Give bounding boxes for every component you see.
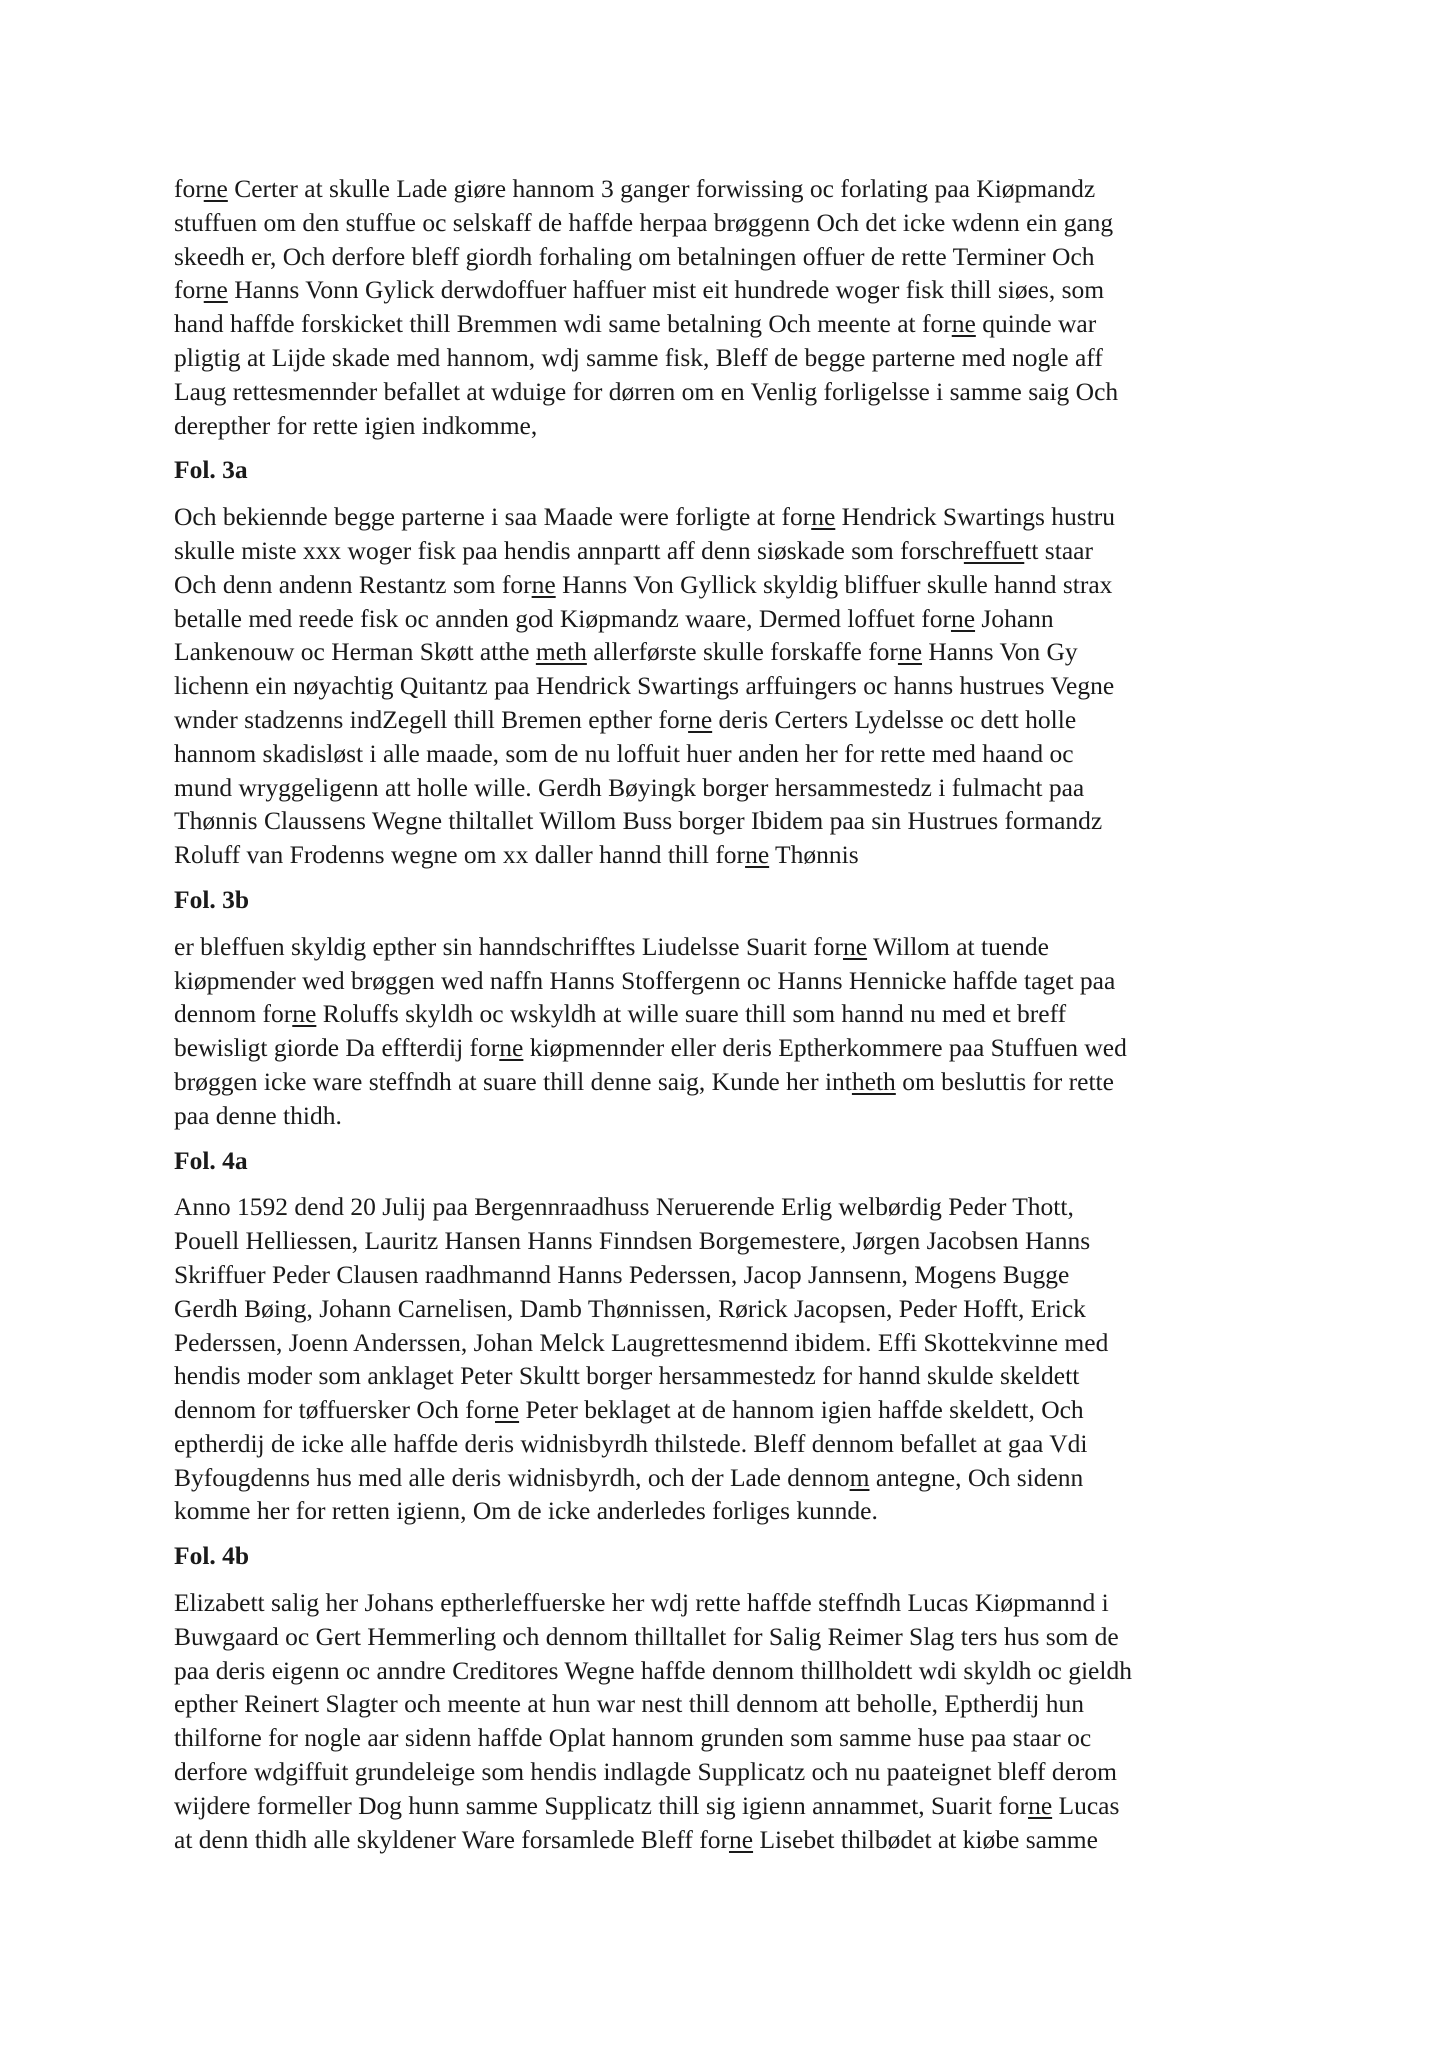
underlined-abbreviation: ne	[531, 569, 556, 599]
text-segment: Lucas	[1052, 1790, 1120, 1820]
text-line	[174, 500, 1294, 534]
text-line	[174, 1654, 1294, 1688]
text-segment: Certer at skulle Lade giøre hannom 3 ganger forwissing oc forlating paa Kiøpmandz	[227, 174, 1096, 203]
text-segment: Och denn andenn Restantz som for	[174, 569, 532, 599]
underlined-abbreviation: ne	[950, 603, 976, 633]
text-line	[174, 1721, 1294, 1755]
text-segment: wnder stadzenns indZegell thill Bremen epther for	[174, 704, 689, 734]
text-segment: hannom skadisløst i alle maade, som de nu loffuit huer anden her for rette med haand oc	[174, 738, 1074, 768]
spacer	[174, 442, 1294, 453]
text-line	[174, 997, 1294, 1031]
text-line	[174, 1224, 1294, 1258]
text-segment: for	[174, 174, 204, 203]
document-page	[174, 172, 1294, 1856]
text-line	[174, 1461, 1294, 1495]
text-line	[174, 737, 1294, 771]
text-segment: Hanns Von Gyllick skyldig bliffuer skulle hannd strax	[555, 569, 1113, 599]
text-segment: paa denne thidh.	[174, 1100, 342, 1130]
text-segment: Elizabett salig her Johans eptherleffuerske her wdj rette haffde steffndh Lucas Kiøpmannd i	[174, 1588, 1109, 1618]
text-segment: antegne, Och sidenn	[869, 1462, 1084, 1492]
document-section	[174, 1133, 1294, 1529]
text-line	[174, 1359, 1294, 1393]
text-segment: er bleffuen skyldig epther sin hanndschrifftes Liudelsse Suarit for	[174, 931, 843, 961]
text-segment: skeedh er, Och derfore bleff giordh forhaling om betalningen offuer de rette Terminer Och	[174, 241, 1095, 271]
text-segment: dennom for tøffuersker Och for	[174, 1395, 496, 1425]
text-line	[174, 375, 1294, 409]
underlined-abbreviation: m	[849, 1462, 870, 1492]
text-line	[174, 1823, 1294, 1857]
transcription-paragraph	[174, 930, 1294, 1133]
text-line	[174, 307, 1294, 341]
text-segment: Hanns Vonn Gylick derwdoffuer haffuer mist eit hundrede woger fisk thill siøes, som	[227, 275, 1105, 305]
underlined-abbreviation: ne	[897, 637, 923, 667]
text-line	[174, 1292, 1294, 1326]
text-segment: derepther for rette igien indkomme,	[174, 410, 538, 440]
text-segment: at denn thidh alle skyldener Ware forsamlede Bleff for	[174, 1824, 729, 1854]
text-line	[174, 1586, 1294, 1620]
spacer	[174, 872, 1294, 883]
text-segment: skulle miste xxx woger fisk paa hendis annpartt aff denn siøskade som forsch	[174, 535, 964, 565]
text-line	[174, 804, 1294, 838]
text-segment: eptherdij de icke alle haffde deris widnisbyrdh thilstede. Bleff dennom befallet at gaa Vdi	[174, 1428, 1088, 1458]
text-line	[174, 1687, 1294, 1721]
text-segment: Anno 1592 dend 20 Julij paa Bergennraadhuss Neruerende Erlig welbørdig Peder Thott,	[174, 1192, 1074, 1222]
text-line	[174, 273, 1294, 307]
text-segment: stuffuen om den stuffue oc selskaff de haffde herpaa brøggenn Och det icke wdenn ein gang	[174, 207, 1114, 237]
text-line	[174, 409, 1294, 443]
text-segment: hand haffde forskicket thill Bremmen wdi same betalning Och meente at for	[174, 309, 952, 339]
text-line	[174, 1427, 1294, 1461]
text-segment: paa deris eigenn oc anndre Creditores Wegne haffde dennom thillholdett wdi skyldh oc gieldh	[174, 1655, 1132, 1685]
text-segment: Hanns Von Gy	[922, 637, 1078, 667]
text-segment: brøggen icke ware steffndh at suare thill denne saig, Kunde her int	[174, 1066, 852, 1096]
document-section	[174, 172, 1294, 442]
document-section	[174, 872, 1294, 1133]
text-line	[174, 1031, 1294, 1065]
folio-heading: Fol. 4b	[174, 1541, 250, 1571]
text-line	[174, 771, 1294, 805]
text-segment: Lankenouw oc Herman Skøtt atthe	[174, 637, 536, 667]
text-segment: kiøpmennder eller deris Eptherkommere paa Stuffuen wed	[523, 1033, 1127, 1063]
underlined-abbreviation: ne	[292, 999, 317, 1029]
text-line	[174, 669, 1294, 703]
transcription-paragraph	[174, 500, 1294, 872]
underlined-abbreviation: ne	[203, 174, 228, 203]
text-line	[174, 1326, 1294, 1360]
text-line	[174, 1620, 1294, 1654]
text-segment: deris Certers Lydelsse oc dett holle	[712, 704, 1077, 734]
underlined-abbreviation: reffue	[963, 535, 1025, 565]
text-line	[174, 964, 1294, 998]
text-line	[174, 206, 1294, 240]
text-segment: Laug rettesmennder befallet at wduige for dørren om en Venlig forligelsse i samme saig Och	[174, 376, 1119, 406]
folio-heading: Fol. 3a	[174, 455, 248, 485]
text-line	[174, 534, 1294, 568]
underlined-abbreviation: ne	[1028, 1790, 1053, 1820]
underlined-abbreviation: ne	[728, 1824, 754, 1854]
text-segment: Roluffs skyldh oc wskyldh at wille suare thill som hannd nu med et breff	[316, 999, 1067, 1029]
spacer	[174, 1177, 1294, 1190]
text-segment: dennom for	[174, 999, 293, 1029]
text-line	[174, 1099, 1294, 1133]
text-segment: wijdere formeller Dog hunn samme Supplicatz thill sig igienn annammet, Suarit for	[174, 1790, 1029, 1820]
folio-heading: Fol. 4a	[174, 1145, 248, 1175]
text-segment: Lisebet thilbødet at kiøbe samme	[753, 1824, 1098, 1854]
folio-heading: Fol. 3b	[174, 884, 250, 914]
text-segment: Pouell Helliessen, Lauritz Hansen Hanns Finndsen Borgemestere, Jørgen Jacobsen Hanns	[174, 1226, 1091, 1256]
underlined-abbreviation: ne	[811, 502, 836, 532]
text-segment: for	[174, 275, 204, 305]
text-segment: epther Reinert Slagter och meente at hun war nest thill dennom att beholle, Eptherdij hun	[174, 1689, 1084, 1719]
text-segment: Och bekiennde begge parterne i saa Maade were forligte at for	[174, 502, 812, 532]
text-segment: quinde war	[975, 309, 1097, 339]
text-segment: Pederssen, Joenn Anderssen, Johan Melck Laugrettesmennd ibidem. Effi Skottekvinne med	[174, 1327, 1109, 1357]
text-segment: thilforne for nogle aar sidenn haffde Oplat hannom grunden som samme huse paa staar oc	[174, 1723, 1092, 1753]
text-segment: Gerdh Bøing, Johann Carnelisen, Damb Thønnissen, Rørick Jacopsen, Peder Hofft, Erick	[174, 1293, 1086, 1323]
underlined-abbreviation: ne	[203, 275, 228, 305]
text-line	[174, 930, 1294, 964]
underlined-abbreviation: meth	[535, 637, 587, 667]
text-segment: pligtig at Lijde skade med hannom, wdj samme fisk, Bleff de begge parterne med nogle aff	[174, 342, 1103, 372]
text-segment: kiøpmender wed brøggen wed naffn Hanns Stoffergenn oc Hanns Hennicke haffde taget paa	[174, 965, 1116, 995]
text-line	[174, 602, 1294, 636]
text-line	[174, 1065, 1294, 1099]
text-segment: Byfougdenns hus med alle deris widnisbyrdh, och der Lade denno	[174, 1462, 850, 1492]
text-segment: mund wryggeligenn att holle wille. Gerdh Bøyingk borger hersammestedz i fulmacht paa	[174, 772, 1085, 802]
underlined-abbreviation: ne	[951, 309, 976, 339]
text-segment: om besluttis for rette	[895, 1066, 1114, 1096]
spacer	[174, 1133, 1294, 1144]
text-segment: derfore wdgiffuit grundeleige som hendis indlagde Supplicatz och nu paateignet bleff derom	[174, 1757, 1117, 1787]
text-line	[174, 341, 1294, 375]
text-segment: bewisligt giorde Da effterdij for	[174, 1033, 500, 1063]
spacer	[174, 1573, 1294, 1586]
text-segment: Peter beklaget at de hannom igien haffde skeldett, Och	[519, 1395, 1084, 1425]
underlined-abbreviation: ne	[842, 931, 868, 961]
text-line	[174, 172, 1294, 206]
text-segment: betalle med reede fisk oc annden god Kiøpmandz waare, Dermed loffuet for	[174, 603, 951, 633]
text-segment: hendis moder som anklaget Peter Skultt borger hersammestedz for hannd skulde skeldett	[174, 1361, 1080, 1391]
document-section	[174, 442, 1294, 872]
text-segment: komme her for retten igienn, Om de icke anderledes forliges kunnde.	[174, 1496, 878, 1526]
text-segment: Willom at tuende	[867, 931, 1049, 961]
text-line	[174, 703, 1294, 737]
text-segment: lichenn ein nøyachtig Quitantz paa Hendrick Swartings arffuingers oc hanns hustrues Vegne	[174, 671, 1115, 701]
underlined-abbreviation: heth	[851, 1066, 896, 1096]
text-line	[174, 635, 1294, 669]
spacer	[174, 1528, 1294, 1539]
text-segment: Skriffuer Peder Clausen raadhmannd Hanns Pederssen, Jacop Jannsenn, Mogens Bugge	[174, 1259, 1070, 1289]
transcription-paragraph	[174, 172, 1294, 442]
text-segment: tt staar	[1024, 535, 1093, 565]
spacer	[174, 917, 1294, 930]
underlined-abbreviation: ne	[688, 704, 713, 734]
text-segment: Thønnis Claussens Wegne thiltallet Willom Buss borger Ibidem paa sin Hustrues formandz	[174, 806, 1103, 836]
underlined-abbreviation: ne	[499, 1033, 524, 1063]
text-segment: allerførste skulle forskaffe for	[586, 637, 898, 667]
text-segment: Thønnis	[769, 840, 859, 870]
text-line	[174, 1755, 1294, 1789]
text-line	[174, 240, 1294, 274]
spacer	[174, 487, 1294, 500]
text-line	[174, 1258, 1294, 1292]
underlined-abbreviation: ne	[745, 840, 770, 870]
text-line	[174, 568, 1294, 602]
text-line	[174, 1190, 1294, 1224]
text-line	[174, 1789, 1294, 1823]
text-segment: Roluff van Frodenns wegne om xx daller hannd thill for	[174, 840, 746, 870]
transcription-paragraph	[174, 1586, 1294, 1856]
underlined-abbreviation: ne	[495, 1395, 520, 1425]
text-line	[174, 1393, 1294, 1427]
text-segment: Hendrick Swartings hustru	[835, 502, 1116, 532]
text-segment: Buwgaard oc Gert Hemmerling och dennom thilltallet for Salig Reimer Slag ters hus som de	[174, 1621, 1119, 1651]
document-section	[174, 1528, 1294, 1856]
text-segment: Johann	[975, 603, 1054, 633]
transcription-paragraph	[174, 1190, 1294, 1528]
text-line	[174, 1494, 1294, 1528]
text-line	[174, 838, 1294, 872]
